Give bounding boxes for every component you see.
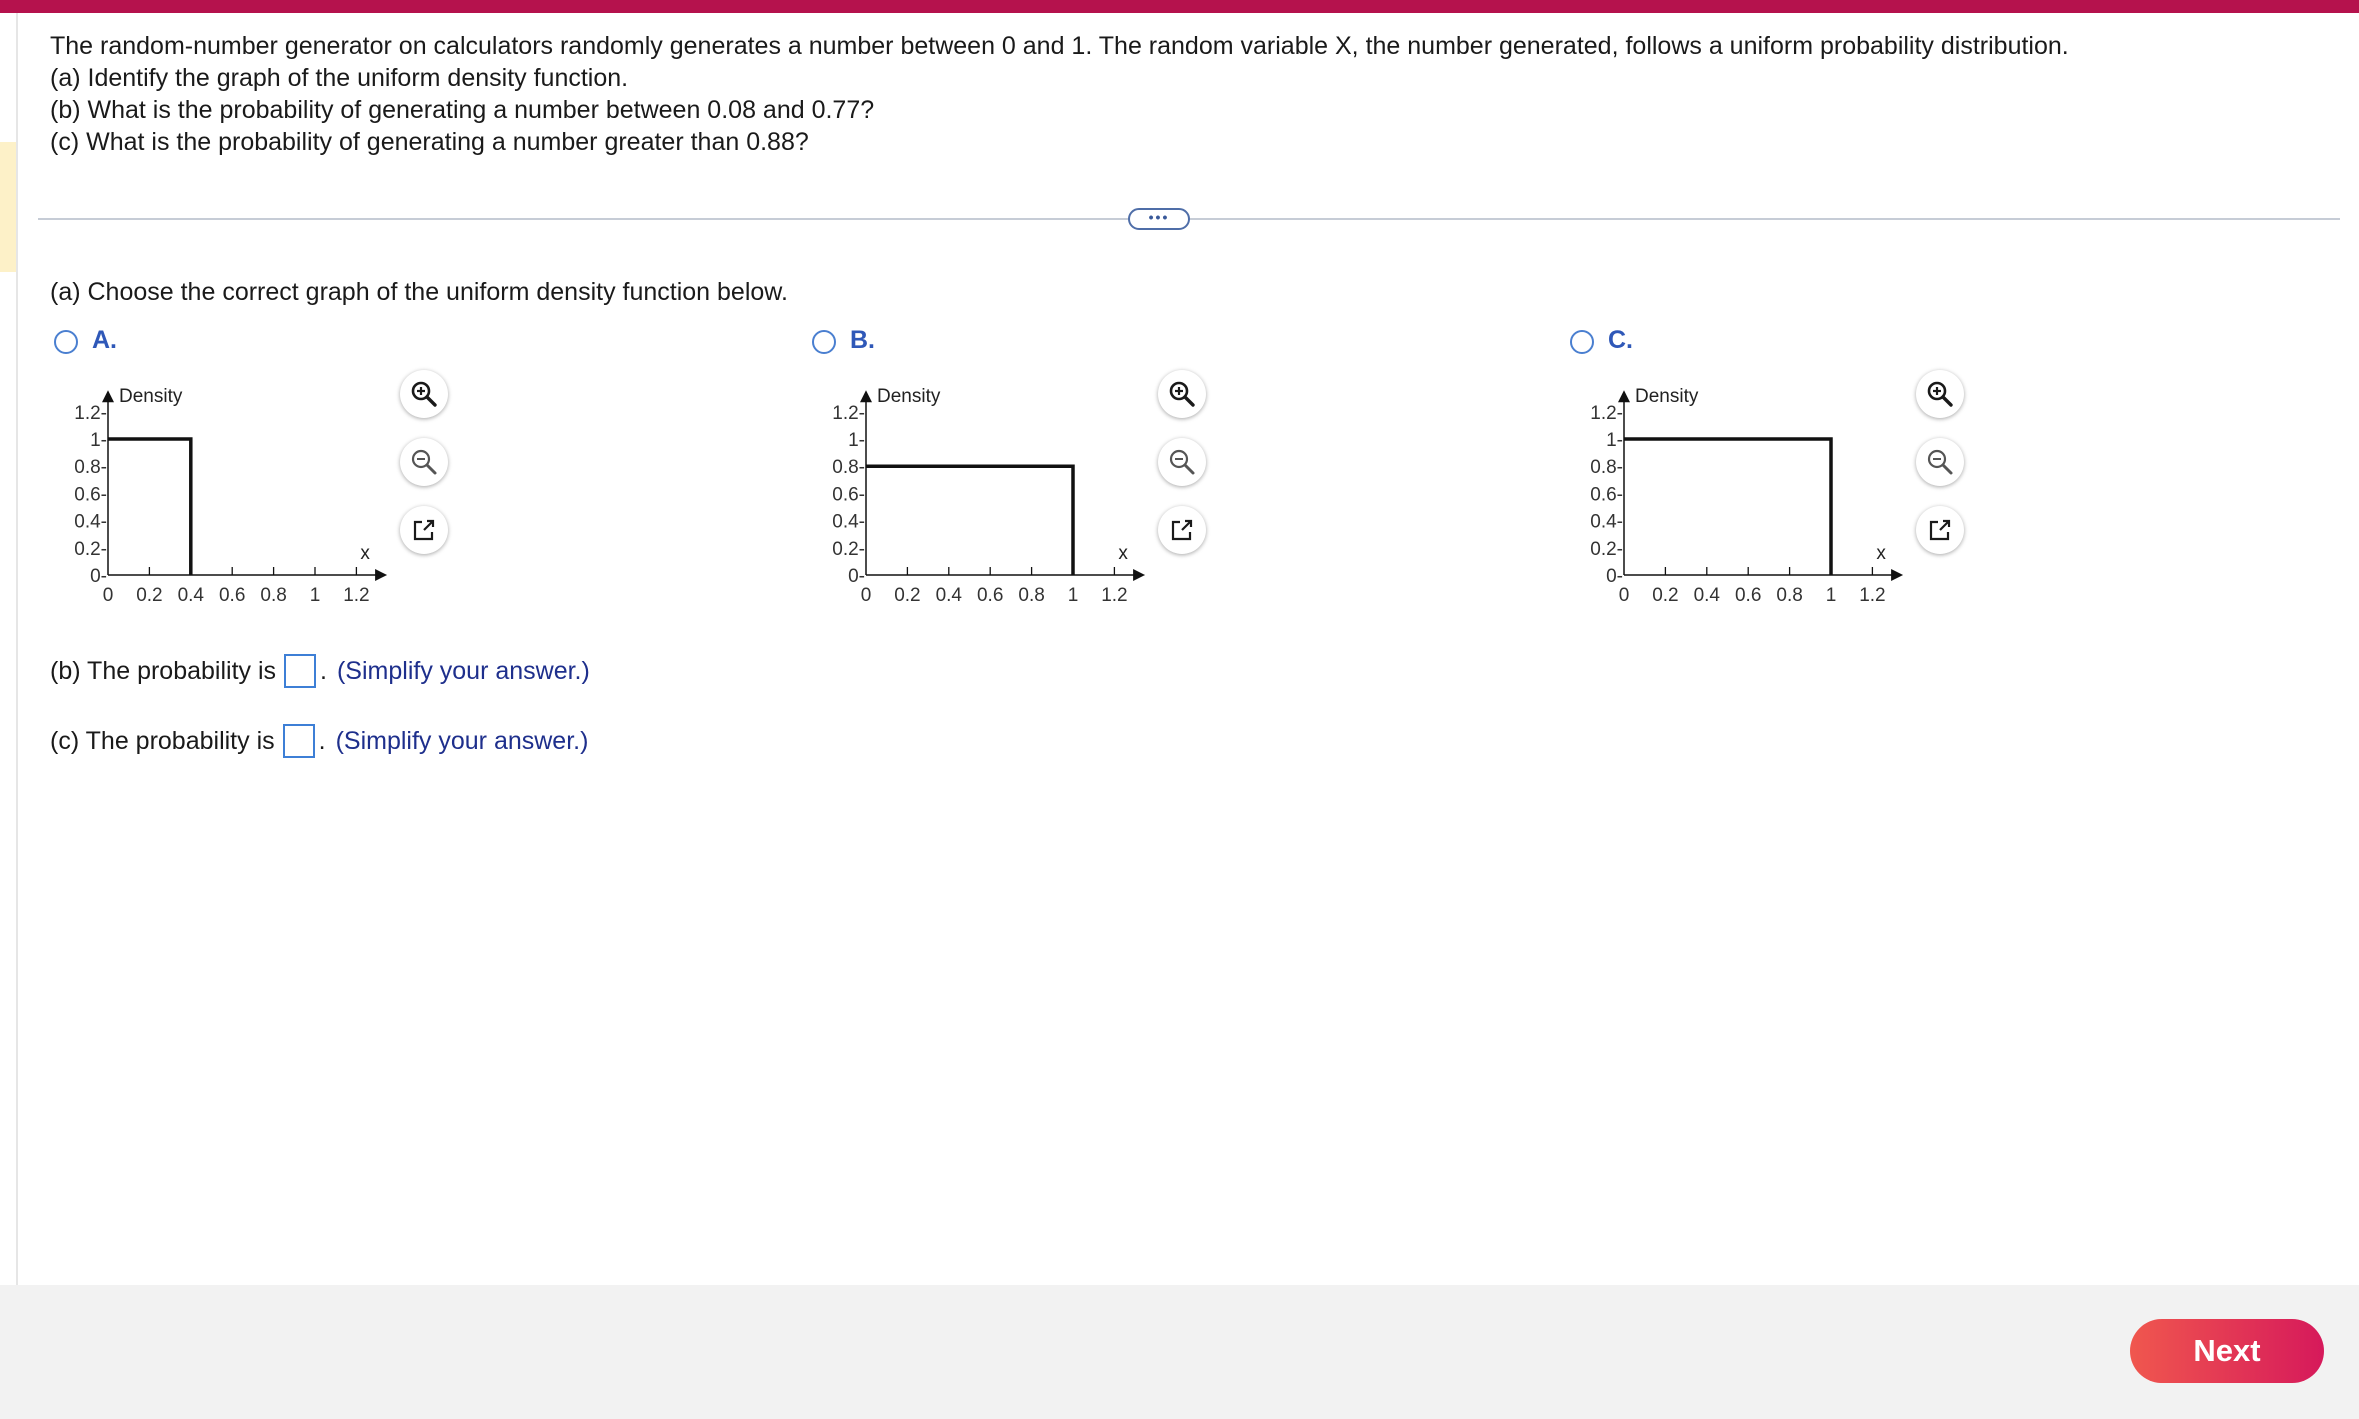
option-c-radio[interactable] [1570, 330, 1594, 354]
zoom-out-icon [1167, 447, 1197, 477]
density-line [866, 466, 1073, 575]
y-tick-label: 0.2- [832, 538, 865, 560]
answer-c-period: . [318, 727, 326, 755]
answer-c-row [50, 724, 588, 758]
x-tick-label: 1.2 [1859, 585, 1886, 606]
answer-b-input[interactable] [284, 654, 316, 688]
question-part-a: (a) Identify the graph of the uniform density function. [50, 64, 629, 92]
zoom-out-icon [409, 447, 439, 477]
y-tick-label: 0.6- [1590, 484, 1623, 506]
y-tick-label: 0- [848, 566, 865, 587]
zoom-out-icon [1925, 447, 1955, 477]
footer-bar [0, 1285, 2359, 1419]
part-a-prompt: (a) Choose the correct graph of the uniform density function below. [50, 278, 788, 306]
popout-icon [410, 516, 438, 544]
x-axis-label: x [360, 543, 370, 564]
question-text [50, 30, 2069, 158]
y-tick-label: 1.2- [1590, 402, 1623, 424]
y-tick-label: 0.8- [74, 457, 107, 479]
y-tick-label: 1- [848, 430, 865, 451]
y-tick-label: 0- [1606, 566, 1623, 587]
option-c-chart [1566, 370, 1906, 610]
next-button[interactable]: Next [2130, 1319, 2324, 1383]
answer-c-input[interactable] [283, 724, 315, 758]
x-tick-label: 0.2 [136, 585, 163, 606]
zoom-in-icon [1925, 379, 1955, 409]
answer-b-prefix: (b) The probability is [50, 657, 277, 685]
option-b-popout-button[interactable] [1158, 506, 1206, 554]
answer-c-prefix: (c) The probability is [50, 727, 275, 755]
answer-b-row [50, 654, 590, 688]
x-tick-label: 1.2 [1101, 585, 1128, 606]
y-tick-label: 0.8- [1590, 457, 1623, 479]
zoom-in-icon [1167, 379, 1197, 409]
density-line [108, 439, 191, 575]
y-tick-label: 1.2- [74, 402, 107, 424]
x-tick-label: 0.8 [260, 585, 287, 606]
x-tick-label: 0.4 [177, 585, 205, 606]
option-c-label[interactable]: C. [1608, 326, 1633, 354]
y-axis-label: Density [119, 386, 183, 408]
x-tick-label: 1.2 [343, 585, 370, 606]
x-tick-label: 1 [1067, 585, 1079, 606]
x-tick-label: 0.6 [1734, 585, 1762, 606]
top-accent-bar [0, 0, 2359, 13]
answer-b-period: . [320, 657, 327, 685]
option-b-zoom-out-button[interactable] [1158, 438, 1206, 486]
x-axis-label: x [1876, 543, 1886, 564]
density-line [1624, 439, 1831, 575]
y-tick-label: 0.4- [74, 511, 107, 533]
y-tick-label: 0.6- [74, 484, 107, 506]
option-a-popout-button[interactable] [400, 506, 448, 554]
x-tick-label: 0.2 [894, 585, 921, 606]
y-tick-label: 0.2- [1590, 538, 1623, 560]
option-c-zoom-out-button[interactable] [1916, 438, 1964, 486]
x-tick-label: 0.8 [1776, 585, 1803, 606]
y-tick-label: 0.4- [832, 511, 865, 533]
popout-icon [1168, 516, 1196, 544]
option-b-label[interactable]: B. [850, 326, 875, 354]
option-c[interactable] [1566, 320, 2026, 620]
option-b-zoom-in-button[interactable] [1158, 370, 1206, 418]
x-tick-label: 0.6 [218, 585, 246, 606]
option-b-radio[interactable] [812, 330, 836, 354]
y-tick-label: 1.2- [832, 402, 865, 424]
y-tick-label: 0- [90, 566, 107, 587]
x-tick-label: 0.8 [1018, 585, 1045, 606]
x-tick-label: 0 [1618, 585, 1630, 606]
option-c-zoom-in-button[interactable] [1916, 370, 1964, 418]
answer-b-hint: (Simplify your answer.) [336, 657, 590, 685]
y-axis-label: Density [877, 386, 941, 408]
left-border-line [16, 13, 18, 1285]
option-a-label[interactable]: A. [92, 326, 117, 354]
zoom-in-icon [409, 379, 439, 409]
y-tick-label: 1- [90, 430, 107, 451]
question-intro: The random-number generator on calculators randomly generates a number between 0 and 1. The random variable X, the number generated, follows a uniform probability distribution. [50, 32, 2069, 60]
y-tick-label: 1- [1606, 430, 1623, 451]
x-axis-label: x [1118, 543, 1128, 564]
option-a-chart [50, 370, 390, 610]
popout-icon [1926, 516, 1954, 544]
left-highlight-strip [0, 142, 16, 272]
y-tick-label: 0.6- [832, 484, 865, 506]
x-tick-label: 0 [102, 585, 114, 606]
answer-c-hint: (Simplify your answer.) [335, 727, 589, 755]
x-tick-label: 0.2 [1652, 585, 1679, 606]
option-b-chart [808, 370, 1148, 610]
y-tick-label: 0.2- [74, 538, 107, 560]
option-c-popout-button[interactable] [1916, 506, 1964, 554]
expand-details-button[interactable]: ••• [1128, 208, 1190, 230]
y-tick-label: 0.8- [832, 457, 865, 479]
question-part-c: (c) What is the probability of generating a number greater than 0.88? [50, 128, 809, 156]
question-part-b: (b) What is the probability of generating a number between 0.08 and 0.77? [50, 96, 875, 124]
x-tick-label: 1 [1825, 585, 1837, 606]
option-a-zoom-out-button[interactable] [400, 438, 448, 486]
x-tick-label: 0 [860, 585, 872, 606]
x-tick-label: 0.4 [935, 585, 963, 606]
x-tick-label: 0.6 [976, 585, 1004, 606]
y-axis-label: Density [1635, 386, 1699, 408]
y-tick-label: 0.4- [1590, 511, 1623, 533]
x-tick-label: 1 [309, 585, 321, 606]
option-a[interactable] [50, 320, 510, 620]
option-a-zoom-in-button[interactable] [400, 370, 448, 418]
x-tick-label: 0.4 [1693, 585, 1721, 606]
option-a-radio[interactable] [54, 330, 78, 354]
option-b[interactable] [808, 320, 1268, 620]
